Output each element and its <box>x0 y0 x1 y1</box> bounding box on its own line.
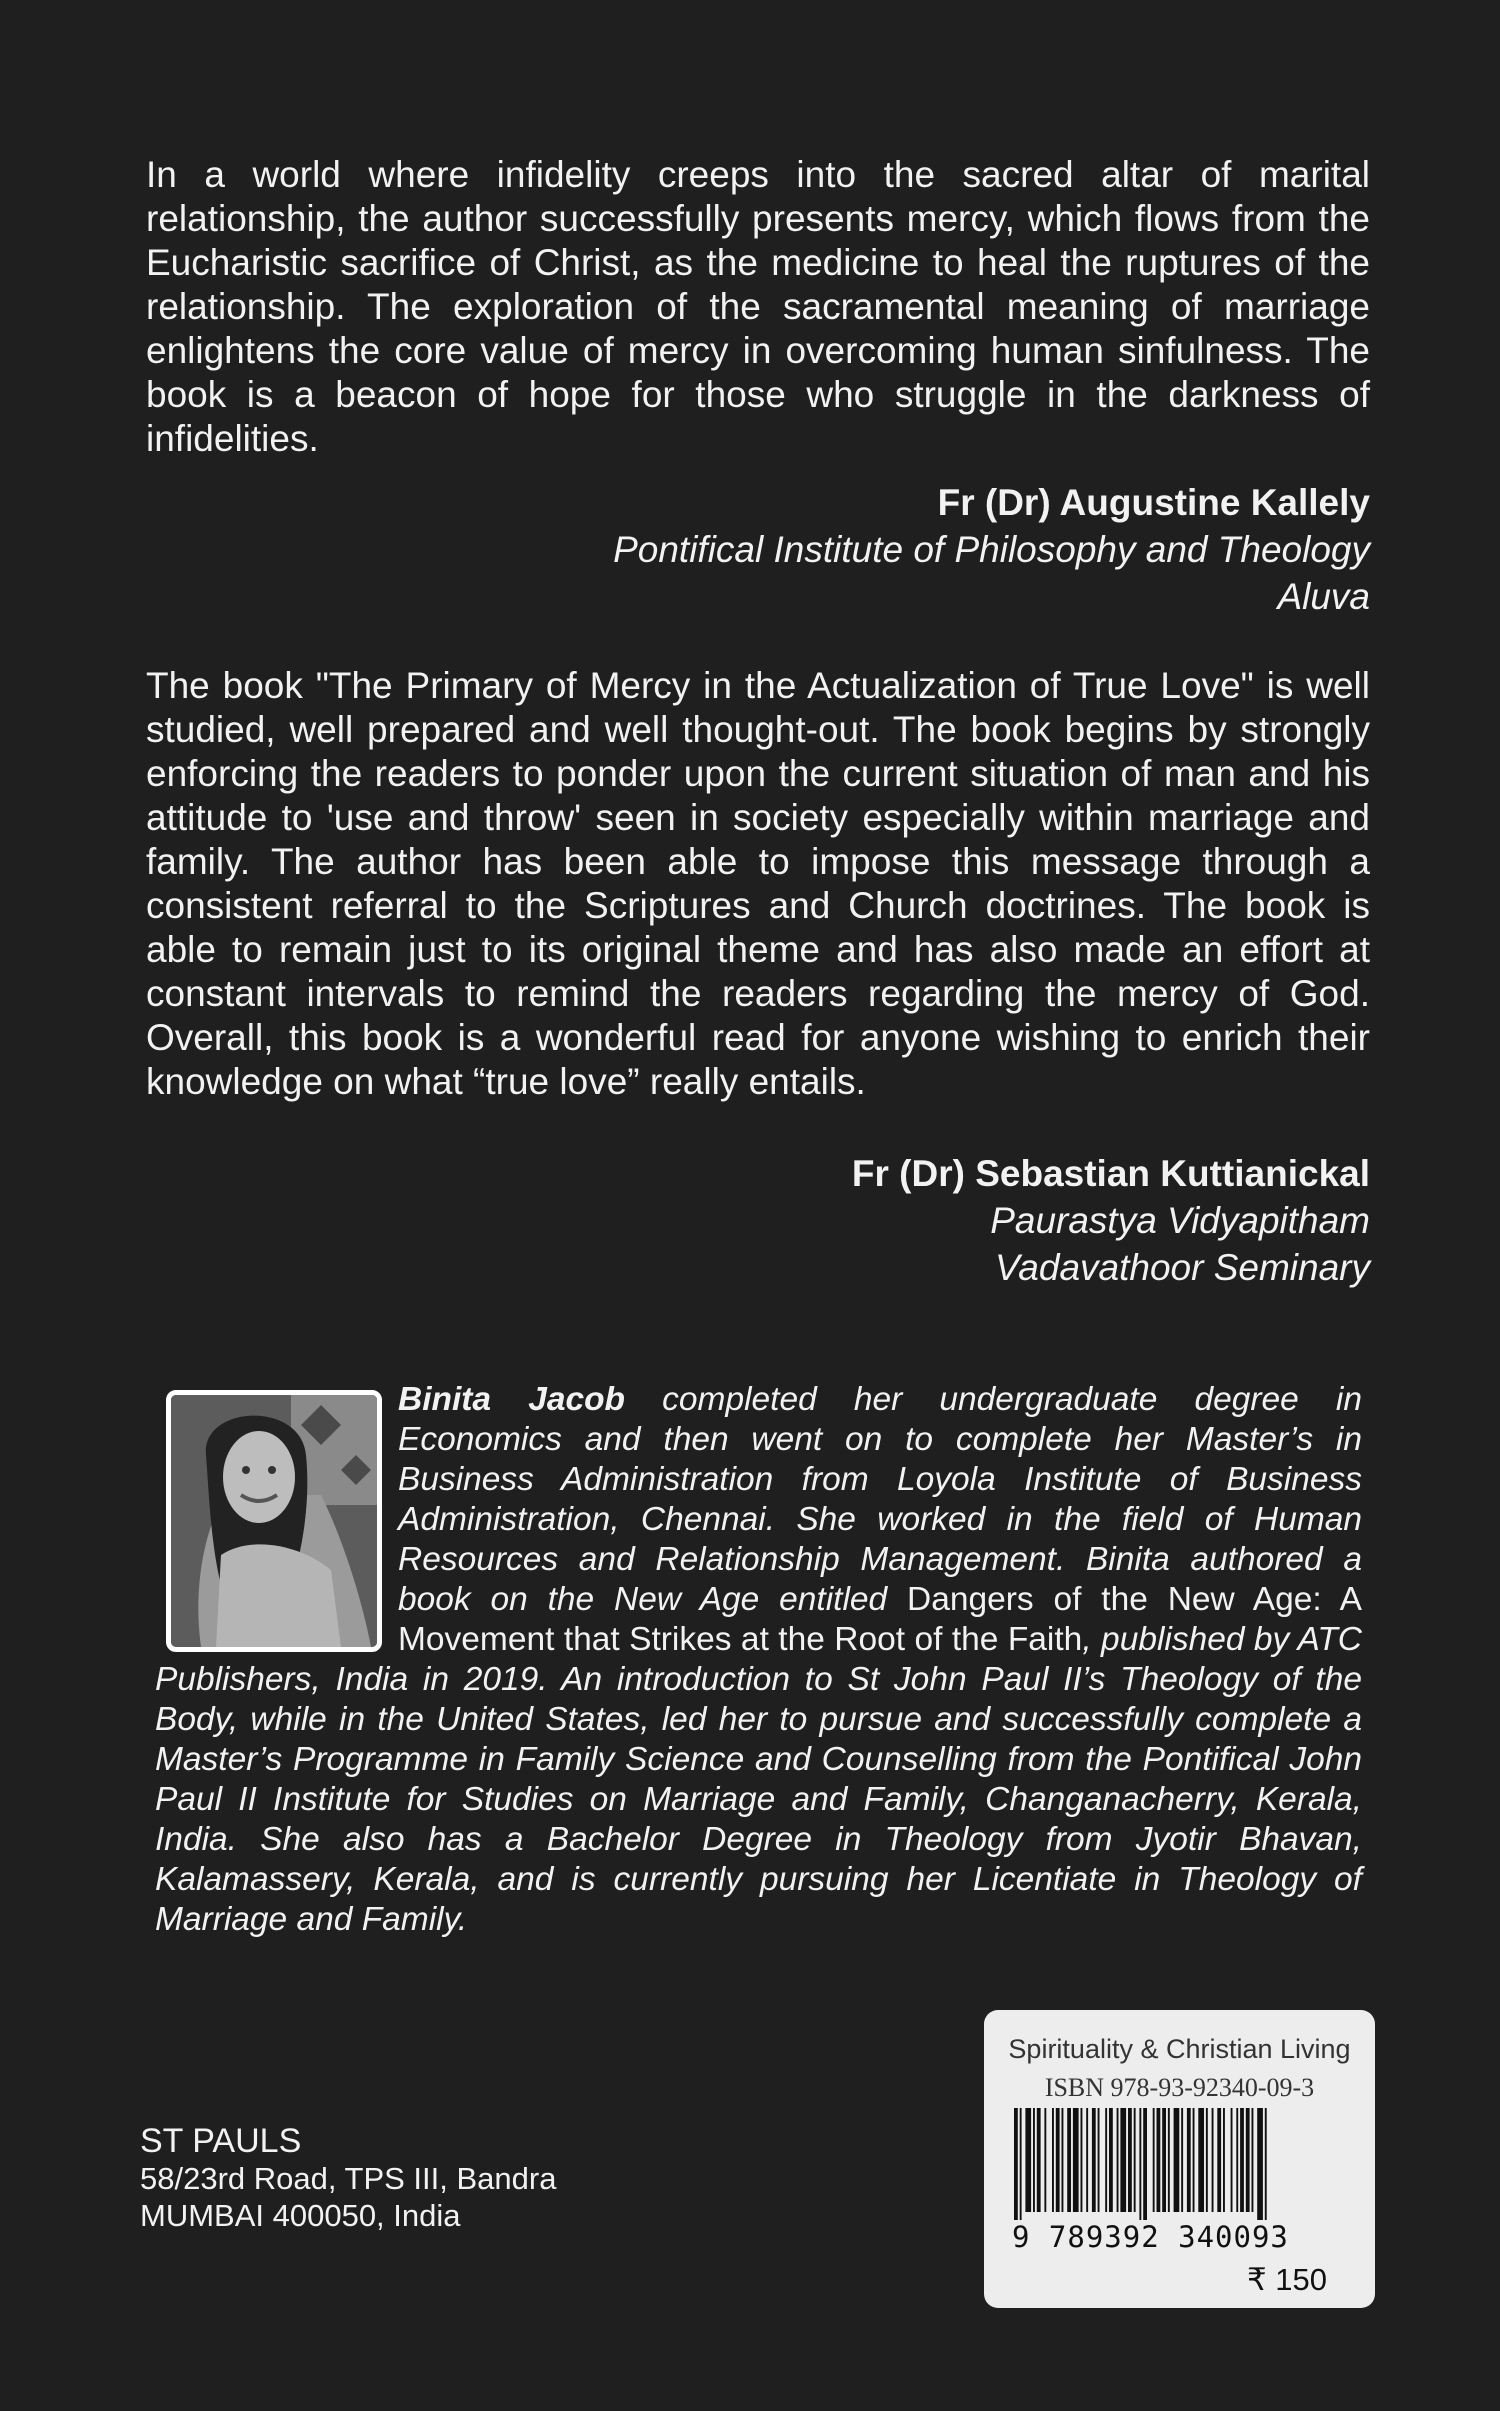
author-bio <box>155 1380 1362 1940</box>
publisher-name: ST PAULS <box>140 2122 302 2160</box>
publisher-info <box>140 2123 556 2234</box>
author-name: Binita Jacob <box>398 1381 626 1418</box>
reviewer-2-affiliation: Paurastya Vidyapitham <box>990 1200 1370 1241</box>
review-1-attribution <box>613 479 1370 620</box>
barcode-number: 9 789392 340093 <box>1012 2220 1289 2254</box>
review-2-text: The book "The Primary of Mercy in the Actualization of True Love" is well studied, well prepared and well thought-out. The book begins by strongly enforcing the readers to ponder upon the current situation of man and his attitude to 'use and throw' seen in society especially within marriage and family. The author has been able to impose this message through a consistent referral to the Scriptures and Church doctrines. The book is able to remain just to its original theme and has also made an effort at constant intervals to remind the readers regarding the mercy of God. Overall, this book is a wonderful read for anyone wishing to enrich their knowledge on what “true love” really entails. <box>146 665 1370 1102</box>
reviewer-1-affiliation: Pontifical Institute of Philosophy and Theology <box>613 529 1370 570</box>
photo-spacer <box>155 1380 398 1660</box>
barcode-box <box>984 2010 1375 2308</box>
reviewer-2-name: Fr (Dr) Sebastian Kuttianickal <box>851 1153 1370 1194</box>
bio-text-part-1: completed her undergraduate degree in Economics and then went on to complete her Master’s in Business Administration from Loyola Institute of Business Administration, Chennai. She worked in the field of Human Resources and Relationship Management. Binita authored a book on the New Age entitled <box>398 1381 1362 1618</box>
reviewer-1-place: Aluva <box>1277 576 1370 617</box>
barcode-icon <box>1014 2108 1344 2220</box>
reviewer-1-name: Fr (Dr) Augustine Kallely <box>937 482 1370 523</box>
book-price: ₹ 150 <box>1246 2262 1327 2297</box>
review-1-text: In a world where infidelity creeps into the sacred altar of marital relationship, the author successfully presents mercy, which flows from the Eucharistic sacrifice of Christ, as the medicine to heal the ruptures of the relationship. The exploration of the sacramental meaning of marriage enlightens the core value of mercy in overcoming human sinfulness. The book is a beacon of hope for those who struggle in the darkness of infidelities. <box>146 154 1370 459</box>
reviewer-2-place: Vadavathoor Seminary <box>994 1247 1370 1288</box>
publisher-city: MUMBAI 400050, India <box>140 2198 461 2233</box>
isbn-label: ISBN 978-93-92340-09-3 <box>1044 2073 1315 2102</box>
book-category: Spirituality & Christian Living <box>1008 2034 1351 2064</box>
publisher-address: 58/23rd Road, TPS III, Bandra <box>140 2161 557 2196</box>
bio-text-part-2: , published by ATC Publishers, India in 2019. An introduction to St John Paul II’s Theology of the Body, while in the United States, led her to pursue and successfully complete a Master’s Programme in Family Science and Counselling from the Pontifical John Paul II Institute for Studies on Marriage and Family, Changanacherry, Kerala, India. She also has a Bachelor Degree in Theology from Jyotir Bhavan, Kalamassery, Kerala, and is currently pursuing her Licentiate in Theology of Marriage and Family. <box>155 1621 1362 1938</box>
bio-book-title: Dangers of the New Age: A Movement that Strikes at the Root of the Faith <box>398 1581 1362 1658</box>
review-2-attribution <box>852 1150 1370 1291</box>
